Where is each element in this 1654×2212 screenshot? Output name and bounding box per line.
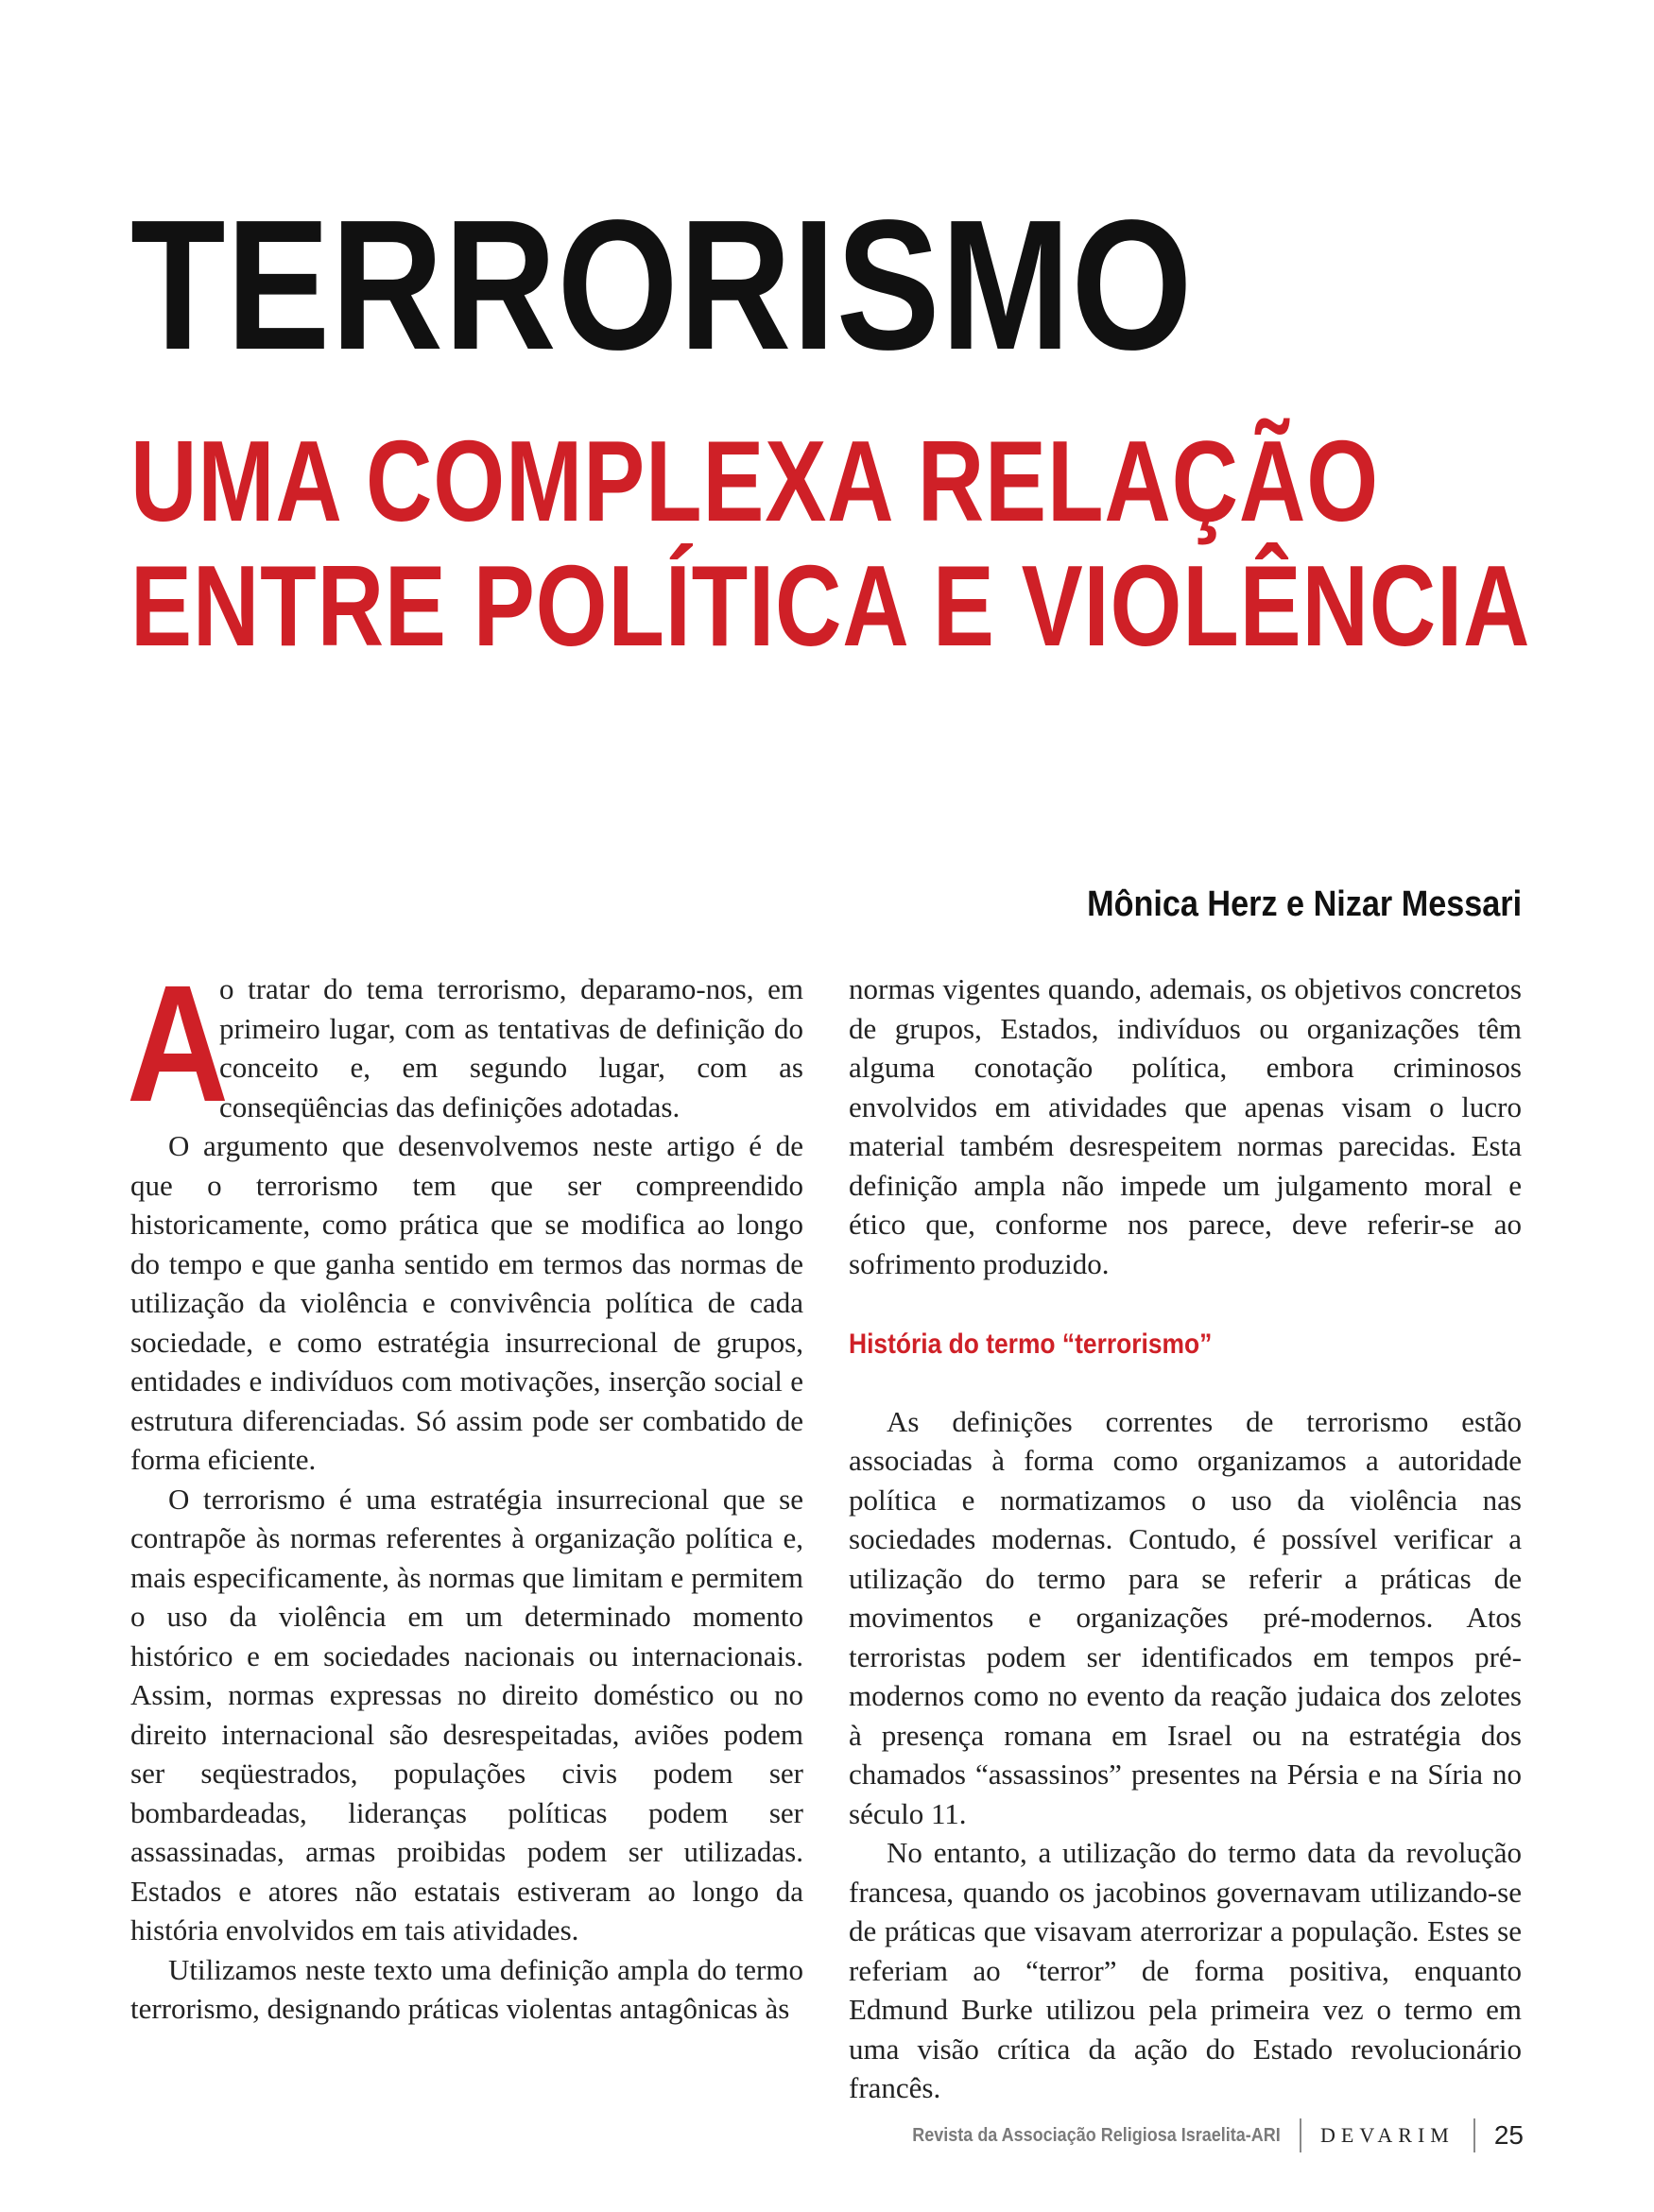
paragraph-1-text: o tratar do tema terrorismo, deparamo-nos, em primeiro lugar, com as tentativas de definição do conceito e, em segundo lugar, com as conseqüências das definições adotadas. xyxy=(219,972,803,1123)
footer-divider xyxy=(1473,2118,1475,2152)
article-subtitle-line-1: UMA COMPLEXA RELAÇÃO xyxy=(130,417,1379,545)
magazine-name: Revista da Associação Religiosa Israelita-ARI xyxy=(912,2124,1282,2146)
paragraph-4-continued: normas vigentes quando, ademais, os objetivos concretos de grupos, Estados, indivíduos ou organizações têm alguma conotação política, embora criminosos envolvidos em atividades que apenas visam o lucro material também desrespeitem normas parecidas. Esta definição ampla não impede um julgamento moral e ético que, conforme nos parece, deve referir-se ao sofrimento produzido. xyxy=(849,972,1522,1280)
article-title: TERRORISMO xyxy=(130,181,1194,388)
section-heading: História do termo “terrorismo” xyxy=(849,1329,1213,1360)
article-authors: Mônica Herz e Nizar Messari xyxy=(1087,884,1522,924)
paragraph-5: As definições correntes de terrorismo estão associadas à forma como organizamos a autoridade política e normatizamos o uso da violência nas sociedades modernas. Contudo, é possível verificar a utilização do termo para se referir a práticas de movimentos e organizações pré-modernos. Atos terroristas podem ser identificados em tempos pré-modernos como no evento da reação judaica dos zelotes à presença romana em Israel ou na estratégia dos chamados “assassinos” presentes na Pérsia e na Síria no século 11. xyxy=(849,1404,1522,1830)
drop-cap: A xyxy=(127,952,230,1137)
paragraph-3: O terrorismo é uma estratégia insurrecional que se contrapõe às normas referentes à organização política e, mais especificamente, às normas que limitam e permitem o uso da violência em um determinado momento histórico e em sociedades nacionais ou internacionais. Assim, normas expressas no direito doméstico ou no direito internacional são desrespeitadas, aviões podem ser seqüestrados, populações civis podem ser bombardeadas, lideranças políticas podem ser assassinadas, armas proibidas podem ser utilizadas. Estados e atores não estatais estiveram ao longo da história envolvidos em tais atividades. xyxy=(130,1482,803,1946)
paragraph-4: Utilizamos neste texto uma definição ampla do termo terrorismo, designando práticas violentas antagônicas às xyxy=(130,1952,803,2025)
page-footer xyxy=(871,2117,1524,2154)
left-text-column xyxy=(127,952,803,2029)
page-number: 25 xyxy=(1493,2120,1524,2150)
footer-divider xyxy=(1300,2118,1301,2152)
paragraph-1 xyxy=(127,952,803,1137)
paragraph-6: No entanto, a utilização do termo data da revolução francesa, quando os jacobinos governavam utilizando-se de práticas que visavam aterrorizar a população. Estes se referiam ao “terror” de forma positiva, enquanto Edmund Burke utilizou pela primeira vez o termo em uma visão crítica da ação do Estado revolucionário francês. xyxy=(849,1836,1522,2104)
right-text-column xyxy=(849,969,1522,2108)
paragraph-2: O argumento que desenvolvemos neste artigo é de que o terrorismo tem que ser compreendido historicamente, como prática que se modifica ao longo do tempo e que ganha sentido em termos das normas de utilização da violência e convivência política de cada sociedade, e como estratégia insurrecional de grupos, entidades e indivíduos com motivações, inserção social e estrutura diferenciadas. Só assim pode ser combatido de forma eficiente. xyxy=(130,1129,803,1476)
magazine-brand: DEVARIM xyxy=(1320,2123,1455,2147)
article-subtitle-line-2: ENTRE POLÍTICA E VIOLÊNCIA xyxy=(130,541,1531,670)
